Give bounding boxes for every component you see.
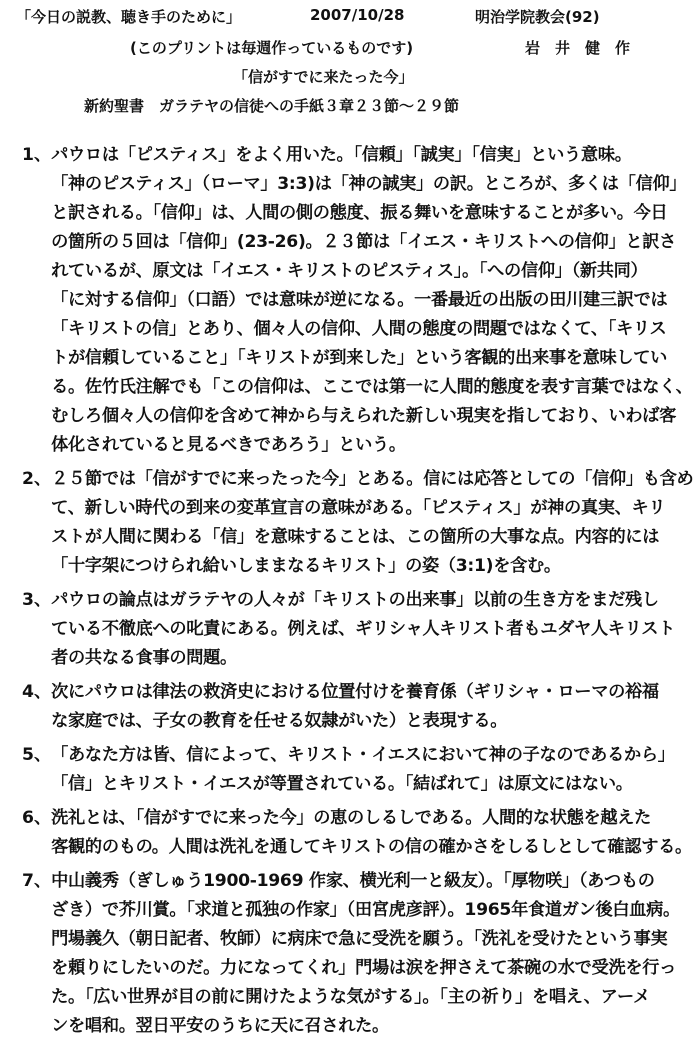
text-line: 「に対する信仰」（口語）では意味が逆になる。一番最近の出版の田川建三訳では: [51, 290, 668, 310]
sermon-title: 「信がすでに来たった今」: [233, 68, 414, 86]
item-number: 7、: [22, 871, 52, 891]
item-text: [51, 141, 692, 460]
text-line: 者の共なる食事の問題。: [51, 648, 237, 668]
text-line: トが信頼していること」「キリストが到来した」という客観的出来事を意味してい: [51, 348, 668, 368]
text-line: た。「広い世界が目の前に開けたような気がする」。「主の祈り」を唱え、アーメ: [51, 987, 650, 1007]
text-line: 洗礼とは、「信がすでに来った今」の恵のしるしである。人間的な状態を越えた: [51, 808, 652, 828]
item-number: 4、: [22, 682, 52, 702]
document-header: [0, 0, 696, 120]
list-item: [22, 586, 690, 673]
text-line: 客観的のもの。人間は洗礼を通してキリストの信の確かさをしるしとして確認する。: [51, 837, 692, 857]
text-line: パウロの論点はガラテヤの人々が「キリストの出来事」以前の生き方をまだ残し: [51, 590, 659, 610]
item-text: [51, 586, 690, 673]
text-line: て、新しい時代の到来の変革宣言の意味がある。「ピスティス」が神の真実、キリ: [51, 498, 666, 518]
text-line: ストが人間に関わる「信」を意味することは、この箇所の大事な点。内容的には: [51, 527, 660, 547]
scripture-reference: 新約聖書 ガラテヤの信徒への手紙３章２３節〜２９節: [84, 97, 460, 115]
text-line: 中山義秀（ぎしゅう1900-1969 作家、横光利一と級友）。「厚物咲」（あつもの: [51, 871, 655, 891]
item-text: [51, 804, 692, 862]
list-item: [22, 741, 690, 799]
item-number: 3、: [22, 590, 52, 610]
text-line: と訳される。「信仰」は、人間の側の態度、振る舞いを意味することが多い。今日: [51, 203, 668, 223]
text-line: 「神のピスティス」（ローマ」3:3)は「神の誠実」の訳。ところが、多くは「信仰」: [51, 174, 687, 194]
text-line: を頼りにしたいのだ。力になってくれ」門場は涙を押さえて茶碗の水で受洗を行っ: [51, 958, 676, 978]
item-number: 6、: [22, 808, 52, 828]
item-number: 2、: [22, 469, 52, 489]
church-name: 明治学院教会(92): [475, 8, 600, 26]
text-line: ンを唱和。翌日平安のうちに天に召された。: [51, 1016, 389, 1036]
text-line: 体化されていると見るべきであろう」という。: [51, 435, 406, 455]
text-line: 門場義久（朝日記者、牧師）に病床で急に受洗を願う。「洗礼を受けたという事実: [51, 929, 668, 949]
text-line: な家庭では、子女の教育を任せる奴隷がいた）と表現する。: [51, 711, 508, 731]
series-title: 「今日の説教、聴き手のために」: [16, 8, 242, 26]
text-line: ２５節では「信がすでに来ったった今」とある。信には応答としての「信仰」も含め: [51, 469, 694, 489]
list-item: [22, 804, 690, 862]
list-item: [22, 678, 690, 736]
item-text: [51, 678, 690, 736]
item-number: 1、: [22, 145, 52, 165]
list-item: [22, 141, 693, 460]
text-line: 「信」とキリスト・イエスが等置されている。「結ばれて」は原文にはない。: [51, 774, 633, 794]
text-line: る。佐竹氏注解でも「この信仰は、ここでは第一に人間的態度を表す言葉ではなく、: [51, 377, 693, 397]
text-line: パウロは「ピスティス」をよく用いた。「信頼」「誠実」「信実」という意味。: [51, 145, 632, 165]
text-line: ている不徹底への叱責にある。例えば、ギリシャ人キリスト者もユダヤ人キリスト: [51, 619, 675, 639]
date: 2007/10/28: [310, 6, 405, 24]
text-line: れているが、原文は「イエス・キリストのピスティス」。「への信仰」（新共同）: [51, 261, 648, 281]
text-line: 次にパウロは律法の救済史における位置付けを養育係（ギリシャ・ローマの裕福: [51, 682, 659, 702]
print-note: (このプリントは毎週作っているものです): [130, 39, 414, 57]
item-text: [51, 867, 690, 1041]
item-text: [51, 465, 693, 581]
item-text: [51, 741, 690, 799]
author-name: 岩 井 健 作: [525, 39, 631, 57]
text-line: の箇所の５回は「信仰」(23-26)。２３節は「イエス・キリストへの信仰」と訳さ: [51, 232, 676, 252]
numbered-points: [22, 141, 694, 1046]
list-item: [22, 465, 694, 581]
item-number: 5、: [22, 745, 52, 765]
text-line: 「十字架につけられ給いしままなるキリスト」の姿（3:1)を含む。: [51, 556, 561, 576]
text-line: 「キリストの信」とあり、個々人の信仰、人間の態度の問題ではなくて、「キリス: [51, 319, 667, 339]
text-line: むしろ個々人の信仰を含めて神から与えられた新しい現実を指しており、いわば客: [51, 406, 676, 426]
list-item: [22, 867, 690, 1041]
text-line: 「あなた方は皆、信によって、キリスト・イエスにおいて神の子なのであるから」: [51, 745, 675, 765]
text-line: ざき）で芥川賞。「求道と孤独の作家」（田宮虎彦評）。1965年食道ガン後白血病。: [51, 900, 680, 920]
